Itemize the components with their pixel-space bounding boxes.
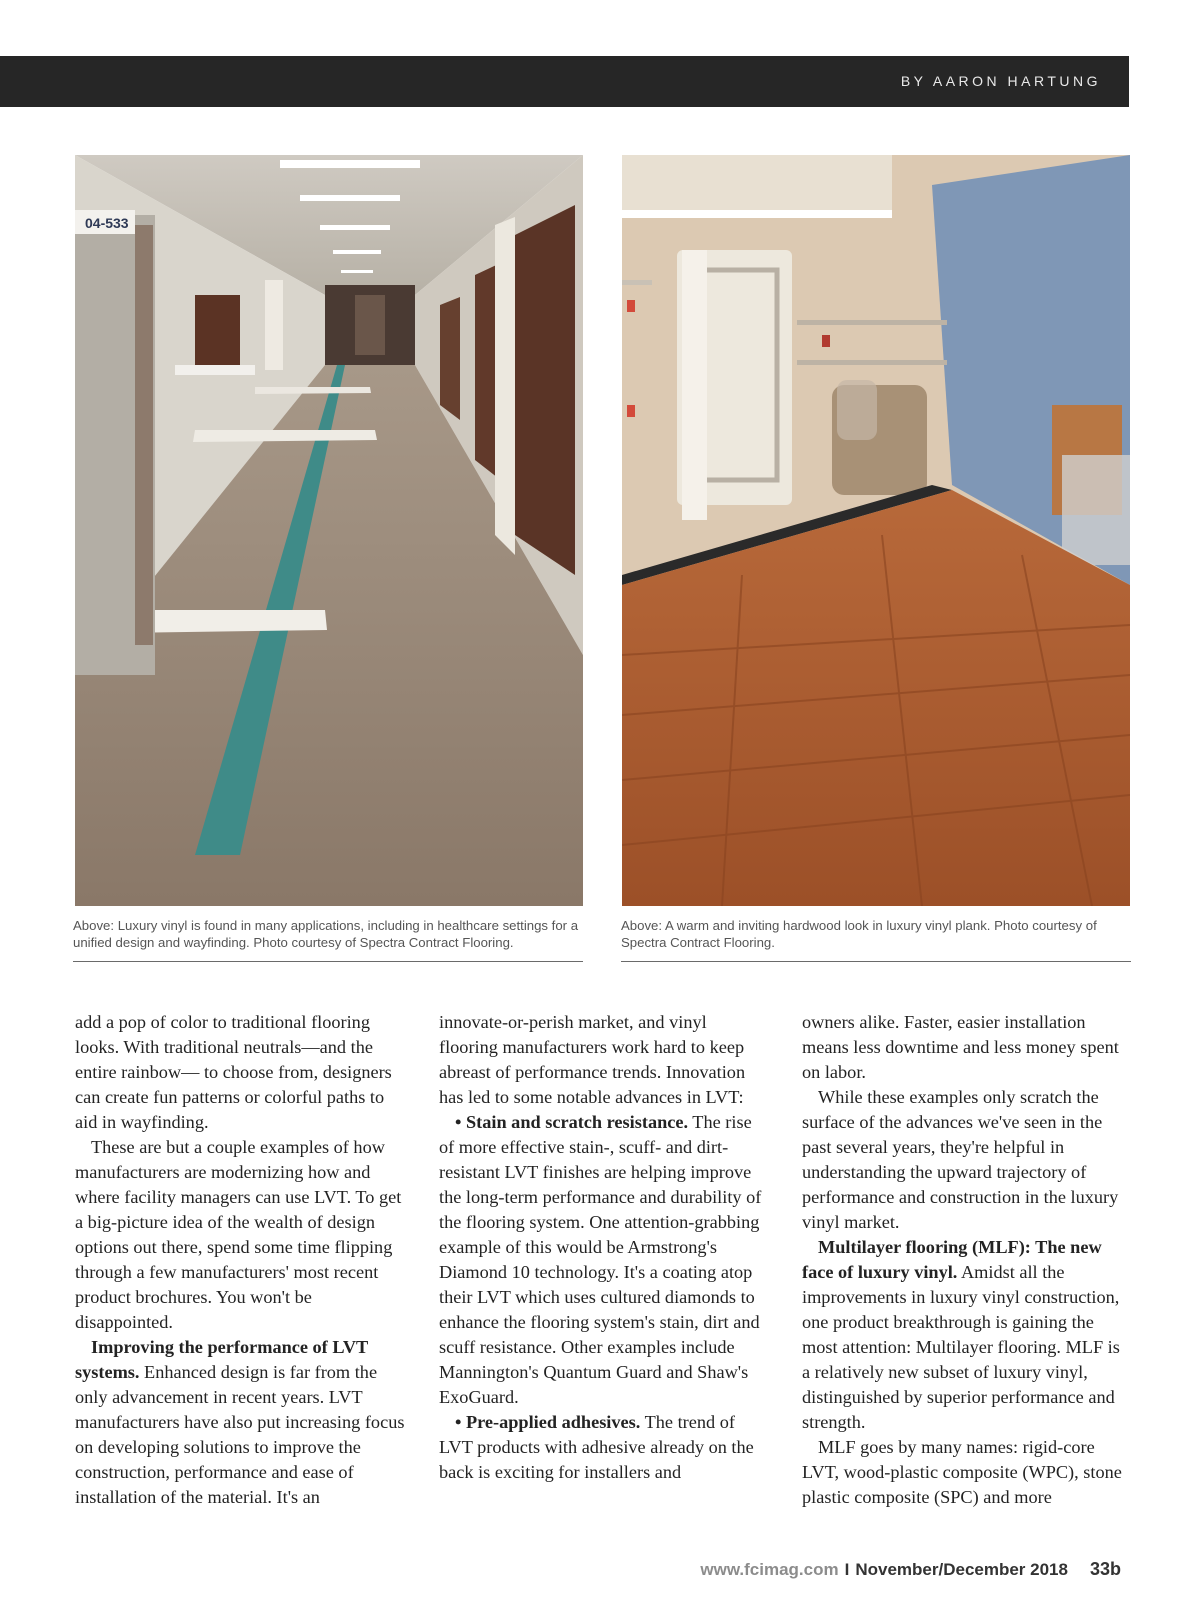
byline-bar [0, 56, 1129, 107]
article-column-1 [75, 1010, 405, 1510]
bullet-item: • Stain and scratch resistance. The rise of more effective stain-, scuff- and dirt-resistant LVT finishes are helping improve the long-term performance and durability of the flooring system. One attention-grabbing example of this would be Armstrong's Diamond 10 technology. It's a coating atop their LVT which uses cultured diamonds to enhance the flooring system's stain, dirt and scuff resistance. Other examples include Mannington's Quantum Guard and Shaw's ExoGuard. [439, 1112, 762, 1407]
paragraph: Improving the performance of LVT systems. Enhanced design is far from the only advancement in recent years. LVT manufacturers have also put increasing focus on developing solutions to improve the construction, performance and ease of installation of the material. It's an [75, 1337, 405, 1507]
paragraph: These are but a couple examples of how manufacturers are modernizing how and where facility managers can use LVT. To get a big-picture idea of the wealth of design options out there, spend some time flipping through a few manufacturers' most recent product brochures. You won't be disappointed. [75, 1137, 402, 1332]
article-column-2 [439, 1010, 769, 1485]
paragraph: add a pop of color to traditional flooring looks. With traditional neutrals—and the entire rainbow— to choose from, designers can create fun patterns or colorful paths to aid in wayfinding. [75, 1012, 392, 1132]
healthcare-corridor-photo [75, 155, 583, 906]
room-sign: 04-533 [85, 215, 129, 231]
patient-room-illustration [622, 155, 1130, 906]
corridor-illustration [75, 155, 583, 906]
issue-date: November/December 2018 [855, 1560, 1068, 1579]
paragraph: MLF goes by many names: rigid-core LVT, wood-plastic composite (WPC), stone plastic composite (SPC) and more [802, 1437, 1122, 1507]
bullet-item: • Pre-applied adhesives. The trend of LVT products with adhesive already on the back is exciting for installers and [439, 1412, 754, 1482]
paragraph: owners alike. Faster, easier installation means less downtime and less money spent on labor. [802, 1012, 1119, 1082]
subhead: Improving the performance of LVT systems. [75, 1337, 368, 1382]
paragraph: While these examples only scratch the surface of the advances we've seen in the past several years, they're helpful in understanding the upward trajectory of performance and construction in the luxury vinyl market. [802, 1087, 1119, 1232]
website-link[interactable]: www.fcimag.com [700, 1560, 839, 1579]
paragraph: Multilayer flooring (MLF): The new face of luxury vinyl. Amidst all the improvements in luxury vinyl construction, one product breakthrough is gaining the most attention: Multilayer flooring. MLF is a relatively new subset of luxury vinyl, distinguished by superior performance and strength. [802, 1237, 1120, 1432]
page-number: 33b [1089, 1559, 1121, 1579]
photo-caption-right: Above: A warm and inviting hardwood look in luxury vinyl plank. Photo courtesy of Spectra Contract Flooring. [621, 917, 1131, 962]
subhead: • Pre-applied adhesives. [455, 1412, 641, 1432]
photo-caption-left: Above: Luxury vinyl is found in many applications, including in healthcare settings for a unified design and wayfinding. Photo courtesy of Spectra Contract Flooring. [73, 917, 583, 962]
footer-separator: I [844, 1560, 850, 1579]
patient-room-plank-photo [622, 155, 1130, 906]
subhead: • Stain and scratch resistance. [455, 1112, 689, 1132]
page-footer [700, 1559, 1121, 1580]
article-column-3 [802, 1010, 1132, 1510]
paragraph: innovate-or-perish market, and vinyl flooring manufacturers work hard to keep abreast of performance trends. Innovation has led to some notable advances in LVT: [439, 1012, 746, 1107]
subhead: Multilayer flooring (MLF): The new face of luxury vinyl. [802, 1237, 1102, 1282]
byline: BY AARON HARTUNG [900, 73, 1101, 89]
